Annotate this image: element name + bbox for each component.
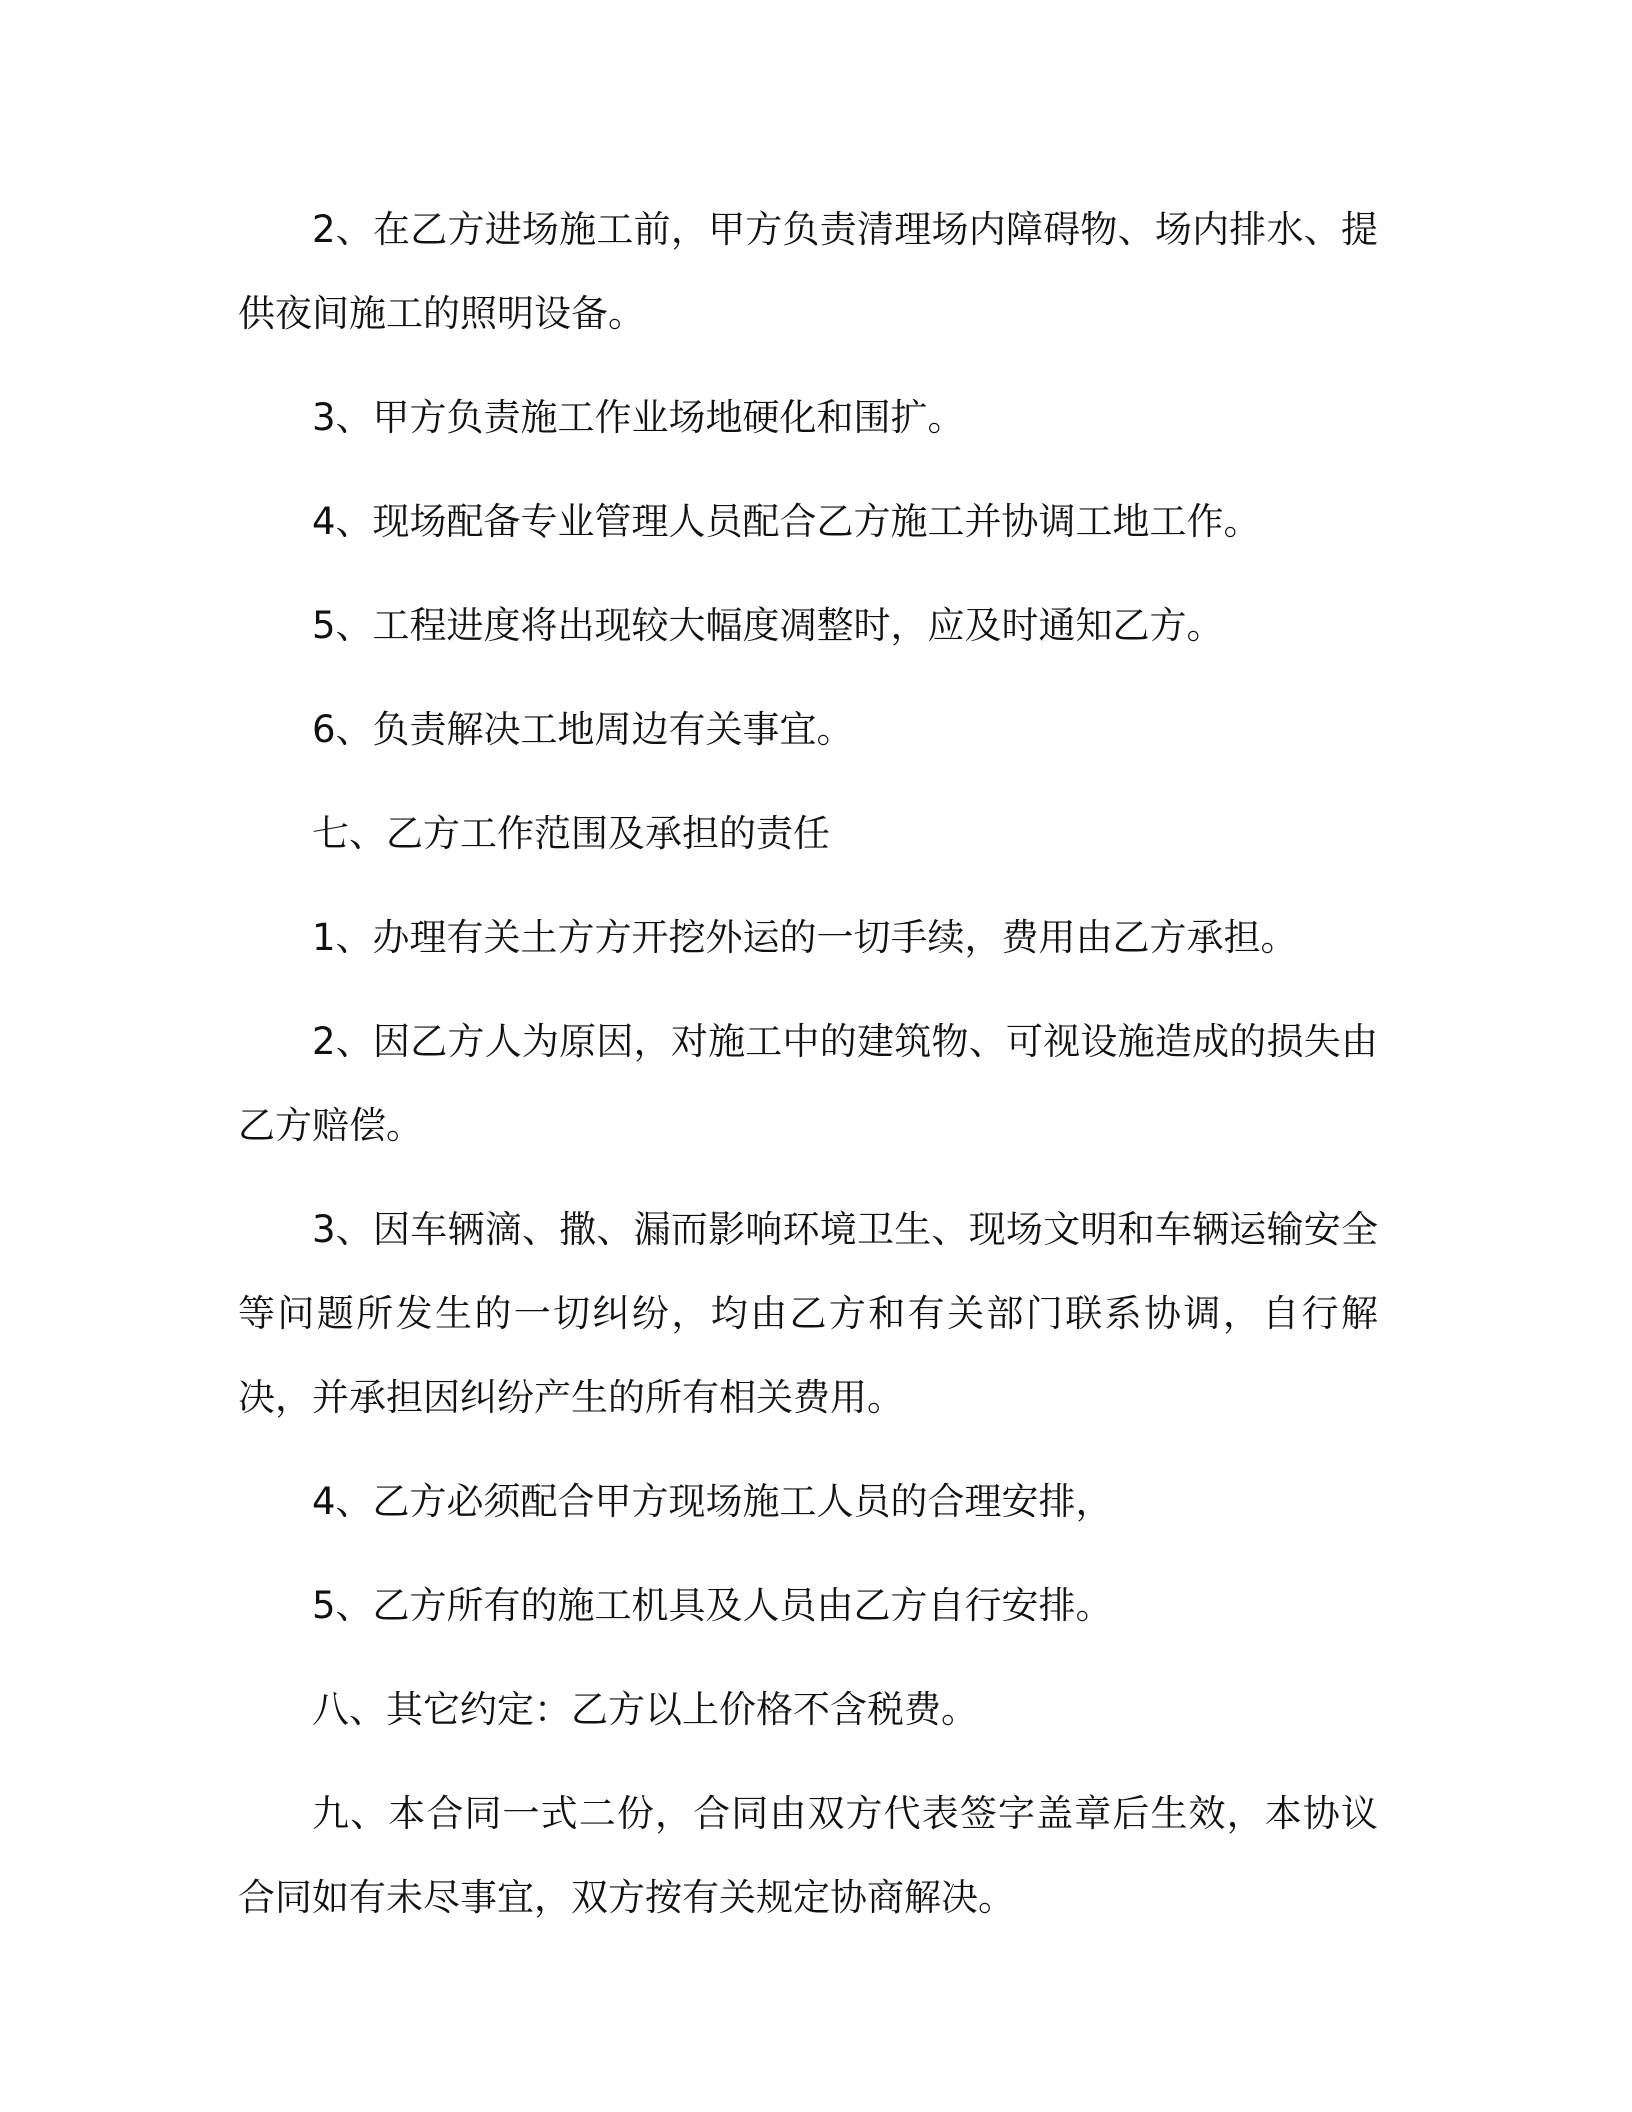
section-heading-other-terms: 八、其它约定：乙方以上价格不含税费。 — [312, 1688, 978, 1731]
paragraph-b-clause-4-cooperation: 4、乙方必须配合甲方现场施工人员的合理安排， — [312, 1480, 1113, 1523]
paragraph-clause-5-schedule-notice: 5、工程进度将出现较大幅度凋整时，应及时通知乙方。 — [312, 604, 1224, 647]
document-body — [238, 188, 1378, 1960]
paragraph-b-clause-1-procedures: 1、办理有关土方方开挖外运的一切手续，费用由乙方承担。 — [312, 916, 1298, 959]
paragraph-b-clause-2-damage: 2、因乙方人为原因，对施工中的建筑物、可视设施造成的损失由乙方赔偿。 — [238, 1020, 1378, 1147]
paragraph-clause-6-surroundings: 6、负责解决工地周边有关事宜。 — [312, 708, 854, 751]
paragraph-b-clause-3-disputes: 3、因车辆滴、撒、漏而影响环境卫生、现场文明和车辆运输安全等问题所发生的一切纠纷，均由乙方和有关部门联系协调，自行解决，并承担因纠纷产生的所有相关费用。 — [238, 1208, 1378, 1419]
paragraph-clause-3-site-hardening: 3、甲方负责施工作业场地硬化和围扩。 — [312, 396, 965, 439]
paragraph-clause-4-site-management: 4、现场配备专业管理人员配合乙方施工并协调工地工作。 — [312, 500, 1261, 543]
section-heading-contract-copies: 九、本合同一式二份，合同由双方代表签字盖章后生效，本协议合同如有未尽事宜，双方按有关规定协商解决。 — [238, 1792, 1378, 1919]
paragraph-b-clause-5-equipment: 5、乙方所有的施工机具及人员由乙方自行安排。 — [312, 1584, 1113, 1627]
section-heading-party-b-scope: 七、乙方工作范围及承担的责任 — [312, 812, 830, 855]
paragraph-clause-2-site-preparation: 2、在乙方进场施工前，甲方负责清理场内障碍物、场内排水、提供夜间施工的照明设备。 — [238, 208, 1378, 335]
